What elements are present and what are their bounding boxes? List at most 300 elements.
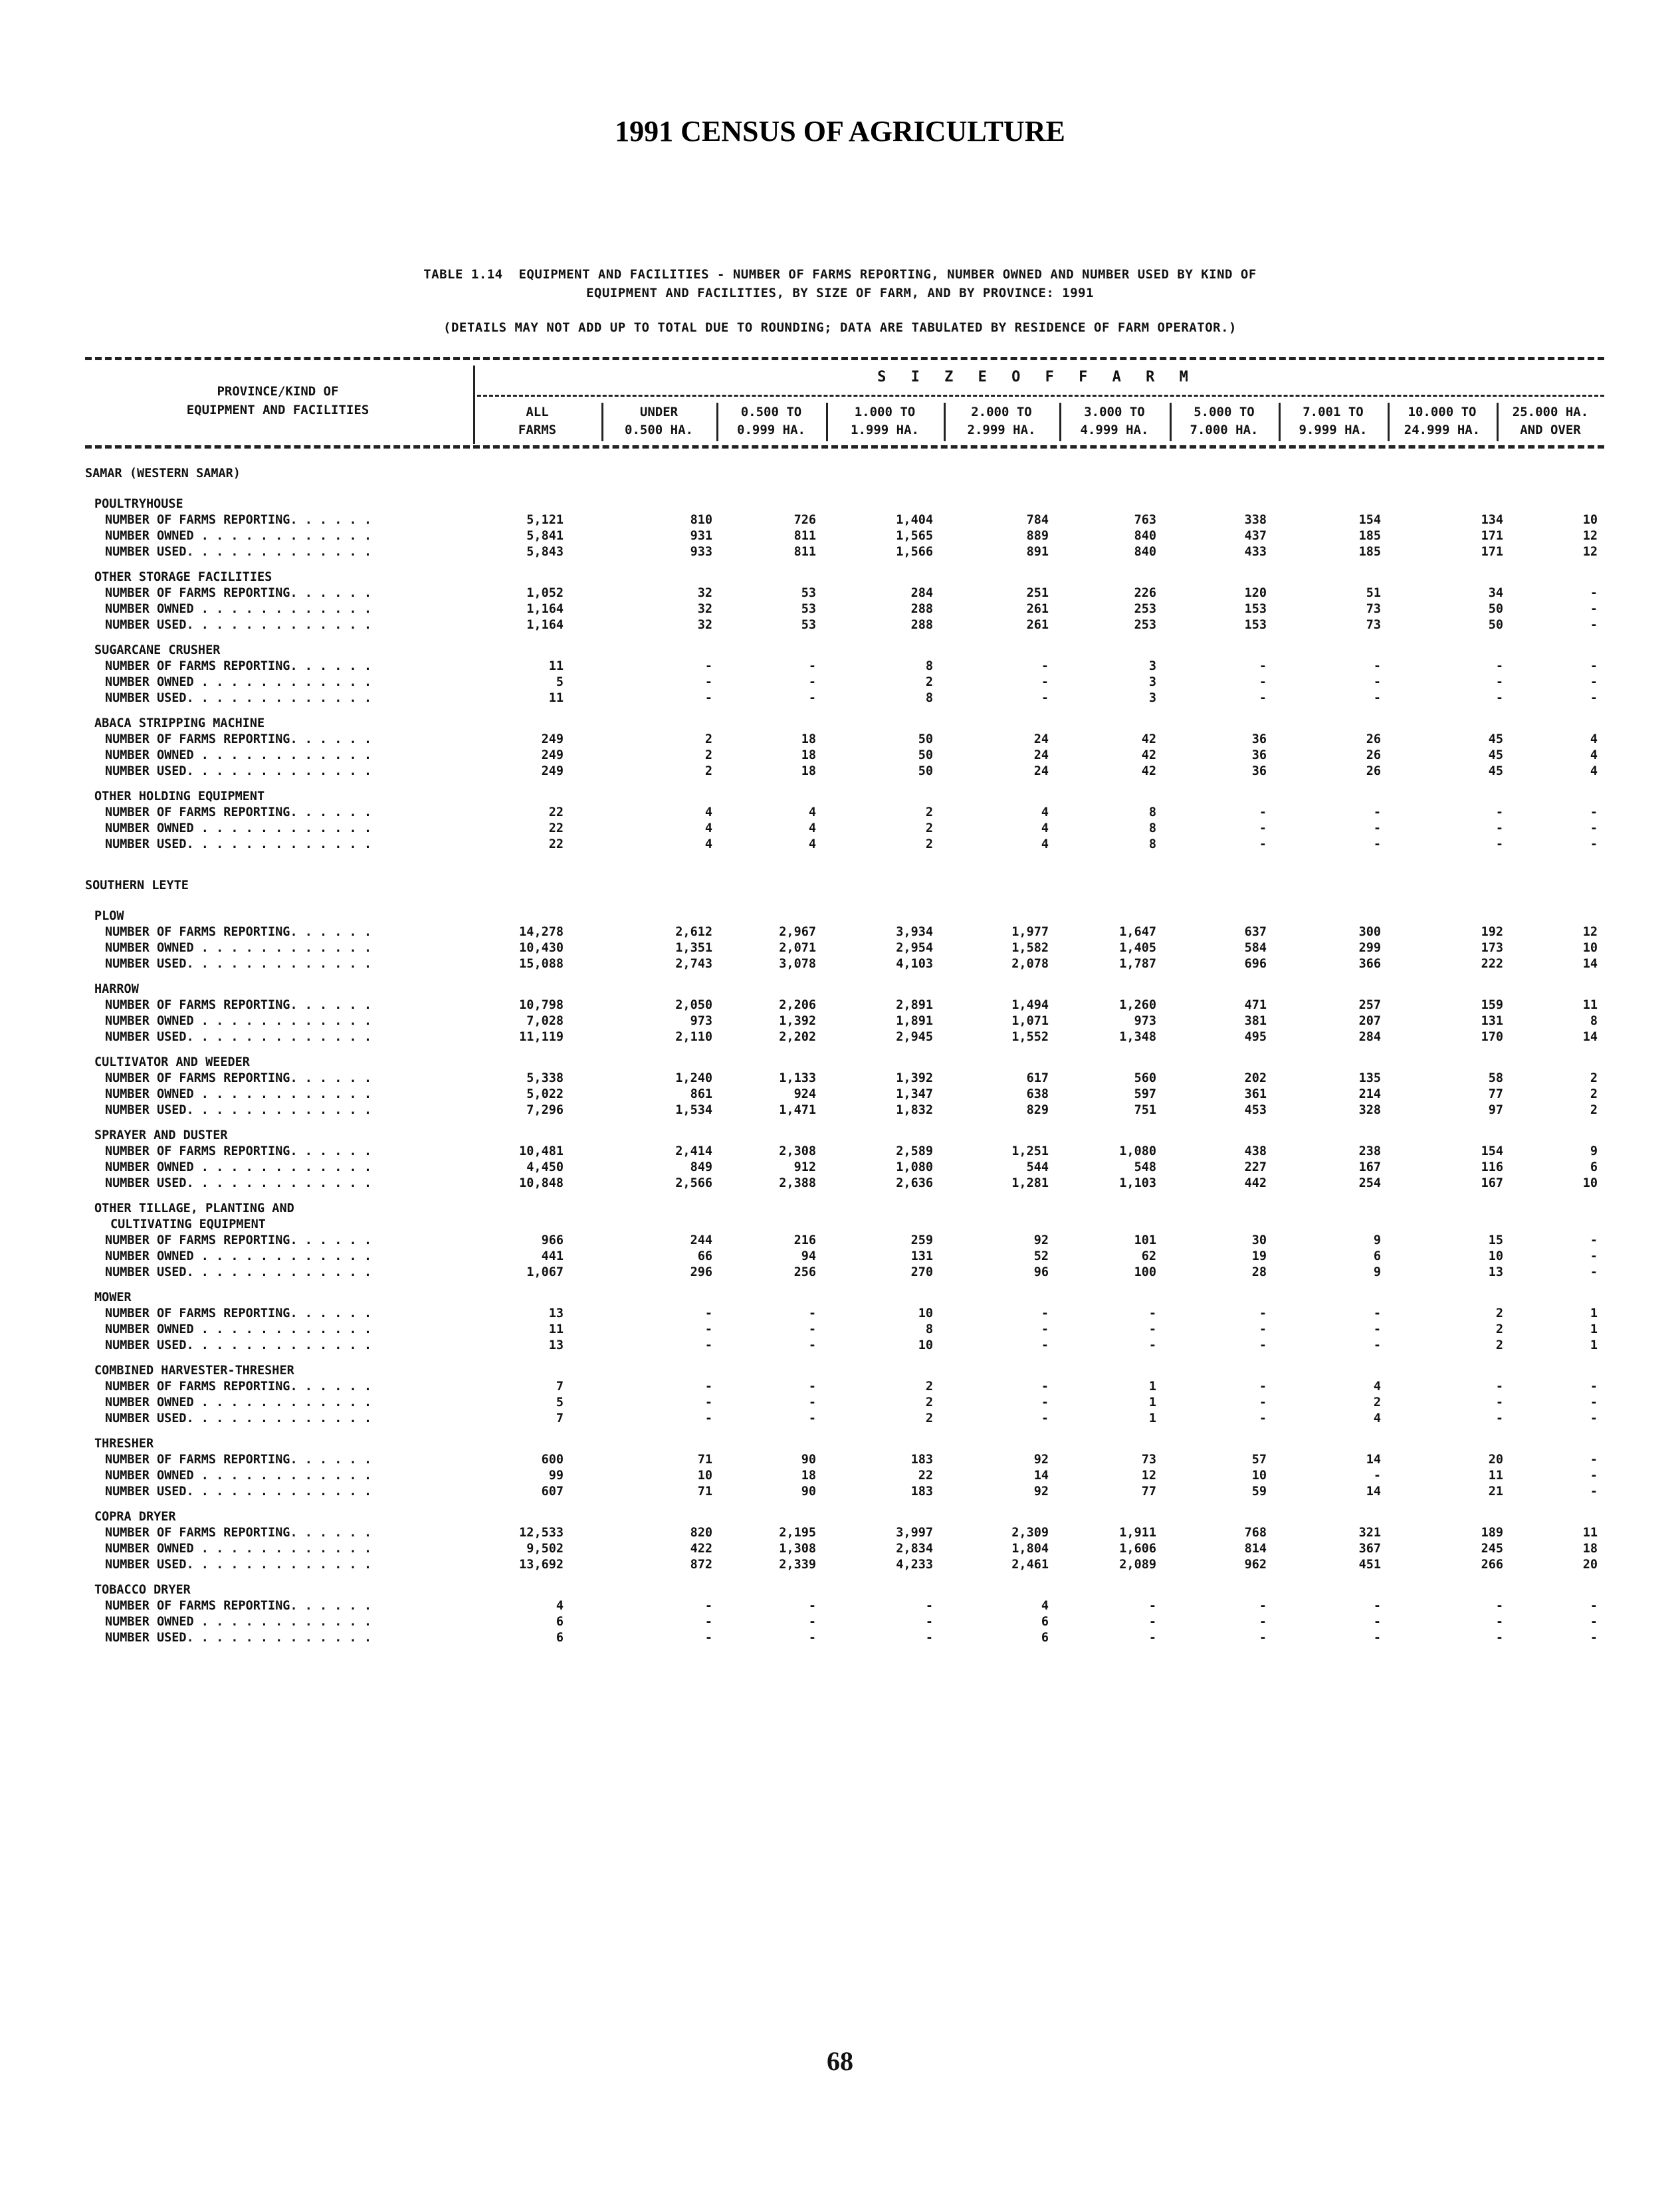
table-cell: 5,338 — [526, 1071, 564, 1085]
row-label: OTHER STORAGE FACILITIES — [94, 570, 272, 584]
table-cell: 2 — [925, 837, 933, 851]
table-cell: - — [808, 1631, 816, 1645]
row-label: CULTIVATOR AND WEEDER — [94, 1055, 250, 1069]
table-cell: 607 — [541, 1485, 564, 1499]
table-cell: - — [1041, 1322, 1049, 1336]
table-cell: 4 — [1590, 764, 1598, 778]
row-label: NUMBER USED. . . . . . . . . . . . . — [105, 1103, 371, 1117]
table-cell: 18 — [1582, 1542, 1598, 1556]
column-header-line: 7.000 HA. — [1190, 423, 1259, 437]
table-row — [0, 997, 1680, 1014]
table-cell: 840 — [1134, 529, 1156, 543]
table-cell: 8 — [925, 659, 933, 673]
table-cell: 254 — [1358, 1176, 1381, 1190]
table-cell: - — [1259, 1411, 1267, 1425]
table-cell: 20 — [1582, 1558, 1598, 1572]
table-row — [0, 512, 1680, 529]
column-header-line: 4.999 HA. — [1080, 423, 1149, 437]
table-cell: 26 — [1366, 748, 1381, 762]
table-cell: 183 — [910, 1485, 933, 1499]
table-cell: 45 — [1488, 748, 1503, 762]
column-header-line: 3.000 TO — [1084, 405, 1145, 419]
table-cell: 135 — [1358, 1071, 1381, 1085]
table-cell: - — [1590, 659, 1598, 673]
table-cell: 2 — [704, 732, 712, 746]
table-cell: - — [1259, 805, 1267, 819]
column-header-line: FARMS — [518, 423, 557, 437]
table-cell: 15,088 — [519, 957, 564, 971]
table-row — [0, 1102, 1680, 1119]
table-cell: 3 — [1148, 675, 1156, 689]
table-cell: - — [1259, 1631, 1267, 1645]
table-cell: 5,022 — [526, 1087, 564, 1101]
table-row — [0, 544, 1680, 561]
row-label: NUMBER OWNED . . . . . . . . . . . . — [105, 1160, 371, 1174]
table-cell: - — [1259, 1615, 1267, 1629]
table-cell: - — [1590, 602, 1598, 616]
table-cell: - — [1259, 1338, 1267, 1352]
table-cell: 811 — [793, 529, 816, 543]
equipment-heading — [0, 496, 1680, 513]
table-cell: 2,089 — [1119, 1558, 1156, 1572]
table-row — [0, 1467, 1680, 1485]
table-cell: 24 — [1033, 732, 1049, 746]
table-cell: 10 — [1251, 1469, 1267, 1483]
table-cell: 11 — [548, 1322, 564, 1336]
table-cell: 872 — [690, 1558, 712, 1572]
table-cell: 154 — [1358, 513, 1381, 527]
table-cell: 4 — [808, 837, 816, 851]
table-cell: - — [1373, 1338, 1381, 1352]
table-cell: 2,566 — [675, 1176, 712, 1190]
table-cell: - — [1495, 1411, 1503, 1425]
table-cell: 10 — [1488, 1249, 1503, 1263]
table-cell: 973 — [1134, 1014, 1156, 1028]
table-cell: 2,110 — [675, 1030, 712, 1044]
table-cell: 1,566 — [896, 545, 933, 559]
table-cell: 1,251 — [1011, 1144, 1049, 1158]
table-cell: 58 — [1488, 1071, 1503, 1085]
table-cell: - — [704, 1631, 712, 1645]
row-label: NUMBER USED. . . . . . . . . . . . . — [105, 1338, 371, 1352]
table-cell: - — [808, 691, 816, 705]
row-label: COPRA DRYER — [94, 1510, 176, 1524]
table-cell: 381 — [1244, 1014, 1267, 1028]
table-row — [0, 1029, 1680, 1046]
table-cell: 259 — [910, 1233, 933, 1247]
table-cell: 1,133 — [779, 1071, 816, 1085]
table-cell: 13 — [548, 1306, 564, 1320]
table-cell: 15 — [1488, 1233, 1503, 1247]
table-cell: 183 — [910, 1453, 933, 1467]
table-cell: 2 — [925, 805, 933, 819]
table-cell: 2,202 — [779, 1030, 816, 1044]
row-label: NUMBER OF FARMS REPORTING. . . . . . — [105, 1599, 371, 1613]
table-cell: 32 — [697, 618, 712, 632]
table-cell: 14 — [1366, 1485, 1381, 1499]
row-label: NUMBER OWNED . . . . . . . . . . . . — [105, 821, 371, 835]
table-cell: 2,050 — [675, 998, 712, 1012]
table-cell: 10 — [697, 1469, 712, 1483]
table-cell: 12,533 — [519, 1526, 564, 1540]
table-cell: - — [1590, 618, 1598, 632]
table-cell: 45 — [1488, 764, 1503, 778]
table-cell: 768 — [1244, 1526, 1267, 1540]
table-cell: - — [1373, 659, 1381, 673]
table-cell: - — [1259, 659, 1267, 673]
table-row — [0, 585, 1680, 602]
row-label: NUMBER USED. . . . . . . . . . . . . — [105, 1558, 371, 1572]
table-cell: 22 — [548, 837, 564, 851]
table-cell: 810 — [690, 513, 712, 527]
table-cell: - — [1041, 1380, 1049, 1394]
table-cell: - — [704, 675, 712, 689]
table-cell: 261 — [1026, 618, 1049, 632]
table-cell: 1,832 — [896, 1103, 933, 1117]
equipment-heading — [0, 1509, 1680, 1526]
table-cell: 1,164 — [526, 602, 564, 616]
table-cell: 2 — [925, 1380, 933, 1394]
table-cell: - — [1495, 675, 1503, 689]
table-cell: 3,078 — [779, 957, 816, 971]
table-cell: 933 — [690, 545, 712, 559]
size-of-farm-header: S I Z E O F F A R M — [877, 369, 1196, 385]
table-cell: - — [1041, 1306, 1049, 1320]
table-cell: 1 — [1590, 1322, 1598, 1336]
table-cell: 2,967 — [779, 925, 816, 939]
table-cell: - — [704, 1306, 712, 1320]
table-cell: 1,804 — [1011, 1542, 1049, 1556]
table-cell: 1,787 — [1119, 957, 1156, 971]
table-cell: - — [1495, 659, 1503, 673]
table-cell: 42 — [1141, 748, 1156, 762]
table-cell: 171 — [1481, 545, 1503, 559]
table-cell: 53 — [801, 602, 816, 616]
table-cell: - — [1495, 1380, 1503, 1394]
row-label: NUMBER OF FARMS REPORTING. . . . . . — [105, 805, 371, 819]
table-title-line-2: EQUIPMENT AND FACILITIES, BY SIZE OF FARM, AND BY PROVINCE: 1991 — [585, 286, 1095, 300]
table-cell: 9,502 — [526, 1542, 564, 1556]
table-cell: 207 — [1358, 1014, 1381, 1028]
table-cell: 637 — [1244, 925, 1267, 939]
table-cell: - — [1590, 1233, 1598, 1247]
column-header-line: 0.999 HA. — [737, 423, 805, 437]
table-cell: 222 — [1481, 957, 1503, 971]
row-label: OTHER TILLAGE, PLANTING AND — [94, 1201, 294, 1215]
row-label: NUMBER OWNED . . . . . . . . . . . . — [105, 1249, 371, 1263]
table-cell: - — [1590, 1485, 1598, 1499]
table-cell: - — [1590, 1380, 1598, 1394]
table-cell: 1 — [1148, 1411, 1156, 1425]
column-header-line: 25.000 HA. — [1512, 405, 1589, 419]
table-cell: - — [1259, 1396, 1267, 1410]
table-cell: 202 — [1244, 1071, 1267, 1085]
table-cell: - — [1373, 1599, 1381, 1613]
table-cell: - — [808, 675, 816, 689]
table-cell: 8 — [925, 691, 933, 705]
table-cell: 284 — [910, 586, 933, 600]
table-cell: 50 — [918, 748, 933, 762]
table-cell: - — [1373, 821, 1381, 835]
table-row — [0, 1070, 1680, 1087]
column-header-line: 24.999 HA. — [1404, 423, 1481, 437]
table-cell: 96 — [1033, 1265, 1049, 1279]
row-label: NUMBER OF FARMS REPORTING. . . . . . — [105, 1453, 371, 1467]
table-cell: 13 — [1488, 1265, 1503, 1279]
table-cell: 18 — [801, 748, 816, 762]
equipment-heading — [0, 715, 1680, 732]
table-cell: 924 — [793, 1087, 816, 1101]
equipment-heading — [0, 1127, 1680, 1144]
table-cell: 1,582 — [1011, 941, 1049, 955]
table-cell: 966 — [541, 1233, 564, 1247]
table-cell: 338 — [1244, 513, 1267, 527]
table-cell: - — [808, 1306, 816, 1320]
column-header-line: 2.999 HA. — [967, 423, 1036, 437]
table-cell: 6 — [556, 1631, 564, 1645]
table-cell: 14 — [1582, 1030, 1598, 1044]
table-cell: 296 — [690, 1265, 712, 1279]
table-cell: 2,589 — [896, 1144, 933, 1158]
table-cell: - — [1590, 1615, 1598, 1629]
row-label: NUMBER USED. . . . . . . . . . . . . — [105, 1631, 371, 1645]
row-label: NUMBER OF FARMS REPORTING. . . . . . — [105, 1071, 371, 1085]
table-cell: 617 — [1026, 1071, 1049, 1085]
table-row — [0, 940, 1680, 957]
table-cell: 50 — [918, 764, 933, 778]
table-cell: 10,798 — [519, 998, 564, 1012]
table-cell: 226 — [1134, 586, 1156, 600]
table-cell: 849 — [690, 1160, 712, 1174]
table-cell: 7,296 — [526, 1103, 564, 1117]
table-cell: 4 — [1590, 748, 1598, 762]
table-row — [0, 804, 1680, 821]
table-row — [0, 1451, 1680, 1469]
table-cell: - — [1495, 837, 1503, 851]
table-cell: 53 — [801, 586, 816, 600]
table-cell: - — [1590, 1411, 1598, 1425]
table-cell: 2,309 — [1011, 1526, 1049, 1540]
table-cell: 18 — [801, 764, 816, 778]
row-label: NUMBER OWNED . . . . . . . . . . . . — [105, 1014, 371, 1028]
table-cell: - — [1148, 1306, 1156, 1320]
table-cell: - — [1590, 837, 1598, 851]
table-cell: 90 — [801, 1485, 816, 1499]
table-cell: 1,240 — [675, 1071, 712, 1085]
table-cell: 299 — [1358, 941, 1381, 955]
table-cell: 1,392 — [779, 1014, 816, 1028]
table-cell: - — [1495, 691, 1503, 705]
table-cell: 256 — [793, 1265, 816, 1279]
table-cell: 6 — [556, 1615, 564, 1629]
table-cell: 1,977 — [1011, 925, 1049, 939]
row-label: NUMBER OWNED . . . . . . . . . . . . — [105, 602, 371, 616]
table-cell: 94 — [801, 1249, 816, 1263]
table-row — [0, 674, 1680, 691]
row-label: NUMBER OWNED . . . . . . . . . . . . — [105, 1322, 371, 1336]
table-cell: 11 — [1488, 1469, 1503, 1483]
equipment-heading — [0, 1289, 1680, 1306]
table-cell: 216 — [793, 1233, 816, 1247]
table-cell: 584 — [1244, 941, 1267, 955]
table-cell: 13,692 — [519, 1558, 564, 1572]
table-cell: 2,388 — [779, 1176, 816, 1190]
table-cell: 245 — [1481, 1542, 1503, 1556]
table-cell: 4,450 — [526, 1160, 564, 1174]
table-title-line-1: TABLE 1.14 EQUIPMENT AND FACILITIES - NUMBER OF FARMS REPORTING, NUMBER OWNED AND NUMBER USED BY KIND OF — [423, 267, 1257, 282]
table-cell: 92 — [1033, 1233, 1049, 1247]
table-cell: 10 — [918, 1306, 933, 1320]
table-cell: 73 — [1366, 618, 1381, 632]
row-label: NUMBER USED. . . . . . . . . . . . . — [105, 1265, 371, 1279]
table-cell: 367 — [1358, 1542, 1381, 1556]
row-label: NUMBER OWNED . . . . . . . . . . . . — [105, 1396, 371, 1410]
table-cell: 2 — [704, 748, 712, 762]
equipment-heading — [0, 788, 1680, 805]
table-cell: - — [808, 659, 816, 673]
table-cell: 42 — [1141, 732, 1156, 746]
table-cell: - — [1590, 1265, 1598, 1279]
table-cell: 1,494 — [1011, 998, 1049, 1012]
table-cell: - — [1259, 1306, 1267, 1320]
table-cell: 257 — [1358, 998, 1381, 1012]
table-cell: 227 — [1244, 1160, 1267, 1174]
table-row — [0, 747, 1680, 764]
table-cell: 3,997 — [896, 1526, 933, 1540]
table-cell: 10,848 — [519, 1176, 564, 1190]
table-cell: 5 — [556, 1396, 564, 1410]
table-cell: - — [704, 1615, 712, 1629]
table-cell: 10 — [1582, 513, 1598, 527]
table-cell: - — [1041, 1338, 1049, 1352]
table-cell: 5,841 — [526, 529, 564, 543]
table-cell: 62 — [1141, 1249, 1156, 1263]
column-header-line: ALL — [526, 405, 549, 419]
table-cell: 6 — [1373, 1249, 1381, 1263]
table-cell: 4 — [808, 805, 816, 819]
table-cell: 1,347 — [896, 1087, 933, 1101]
table-cell: 97 — [1488, 1103, 1503, 1117]
table-cell: 1,348 — [1119, 1030, 1156, 1044]
table-row — [0, 1629, 1680, 1647]
table-cell: 2 — [925, 821, 933, 835]
table-cell: 6 — [1041, 1615, 1049, 1629]
table-cell: 253 — [1134, 602, 1156, 616]
table-cell: 50 — [1488, 602, 1503, 616]
table-cell: 24 — [1033, 764, 1049, 778]
table-cell: 153 — [1244, 618, 1267, 632]
table-cell: 696 — [1244, 957, 1267, 971]
table-cell: 73 — [1141, 1453, 1156, 1467]
table-cell: 11 — [1582, 1526, 1598, 1540]
table-row — [0, 956, 1680, 973]
table-cell: 3,934 — [896, 925, 933, 939]
table-cell: 26 — [1366, 732, 1381, 746]
table-cell: - — [1590, 691, 1598, 705]
table-cell: 1,911 — [1119, 1526, 1156, 1540]
row-label: HARROW — [94, 982, 139, 996]
table-cell: 5,843 — [526, 545, 564, 559]
table-cell: 931 — [690, 529, 712, 543]
table-cell: 471 — [1244, 998, 1267, 1012]
table-cell: - — [1259, 675, 1267, 689]
table-cell: 2,954 — [896, 941, 933, 955]
table-cell: - — [1041, 691, 1049, 705]
table-cell: 5,121 — [526, 513, 564, 527]
table-cell: 321 — [1358, 1526, 1381, 1540]
table-cell: 71 — [697, 1485, 712, 1499]
table-cell: 1,404 — [896, 513, 933, 527]
table-cell: 8 — [1148, 837, 1156, 851]
row-label: NUMBER OF FARMS REPORTING. . . . . . — [105, 1306, 371, 1320]
table-cell: 1,103 — [1119, 1176, 1156, 1190]
table-cell: 24 — [1033, 748, 1049, 762]
equipment-heading — [0, 1054, 1680, 1071]
table-cell: 2,945 — [896, 1030, 933, 1044]
table-cell: - — [1373, 675, 1381, 689]
table-cell: 11 — [548, 691, 564, 705]
table-cell: 153 — [1244, 602, 1267, 616]
table-cell: 22 — [548, 805, 564, 819]
table-row — [0, 924, 1680, 941]
table-cell: 284 — [1358, 1030, 1381, 1044]
row-label: NUMBER USED. . . . . . . . . . . . . — [105, 957, 371, 971]
table-cell: 22 — [918, 1469, 933, 1483]
row-label: NUMBER USED. . . . . . . . . . . . . — [105, 1030, 371, 1044]
table-cell: 101 — [1134, 1233, 1156, 1247]
table-cell: 2,078 — [1011, 957, 1049, 971]
table-cell: 451 — [1358, 1558, 1381, 1572]
row-label: SOUTHERN LEYTE — [85, 879, 189, 892]
table-cell: 20 — [1488, 1453, 1503, 1467]
table-cell: 4,233 — [896, 1558, 933, 1572]
table-cell: 77 — [1141, 1485, 1156, 1499]
table-cell: - — [1495, 1599, 1503, 1613]
table-cell: 21 — [1488, 1485, 1503, 1499]
row-label: NUMBER USED. . . . . . . . . . . . . — [105, 1176, 371, 1190]
table-cell: 1,405 — [1119, 941, 1156, 955]
table-cell: - — [1373, 1322, 1381, 1336]
table-cell: 814 — [1244, 1542, 1267, 1556]
table-cell: - — [1590, 1453, 1598, 1467]
column-header-line: 9.999 HA. — [1299, 423, 1368, 437]
table-cell: 57 — [1251, 1453, 1267, 1467]
table-cell: 170 — [1481, 1030, 1503, 1044]
table-cell: 1,067 — [526, 1265, 564, 1279]
table-cell: 42 — [1141, 764, 1156, 778]
table-cell: 840 — [1134, 545, 1156, 559]
table-cell: 2 — [1373, 1396, 1381, 1410]
table-cell: - — [704, 659, 712, 673]
row-label: ABACA STRIPPING MACHINE — [94, 716, 265, 730]
table-cell: - — [704, 1599, 712, 1613]
table-cell: 2 — [925, 675, 933, 689]
row-label: CULTIVATING EQUIPMENT — [110, 1217, 266, 1231]
equipment-heading — [0, 1582, 1680, 1599]
table-cell: 1,392 — [896, 1071, 933, 1085]
table-cell: - — [1590, 675, 1598, 689]
equipment-heading — [0, 642, 1680, 659]
table-cell: 2,461 — [1011, 1558, 1049, 1572]
table-cell: - — [808, 1322, 816, 1336]
table-cell: 26 — [1366, 764, 1381, 778]
table-cell: 1,606 — [1119, 1542, 1156, 1556]
table-cell: - — [1041, 1396, 1049, 1410]
table-cell: 2,308 — [779, 1144, 816, 1158]
table-cell: 962 — [1244, 1558, 1267, 1572]
stub-header-line-1: PROVINCE/KIND OF — [217, 384, 339, 399]
table-cell: - — [1590, 586, 1598, 600]
